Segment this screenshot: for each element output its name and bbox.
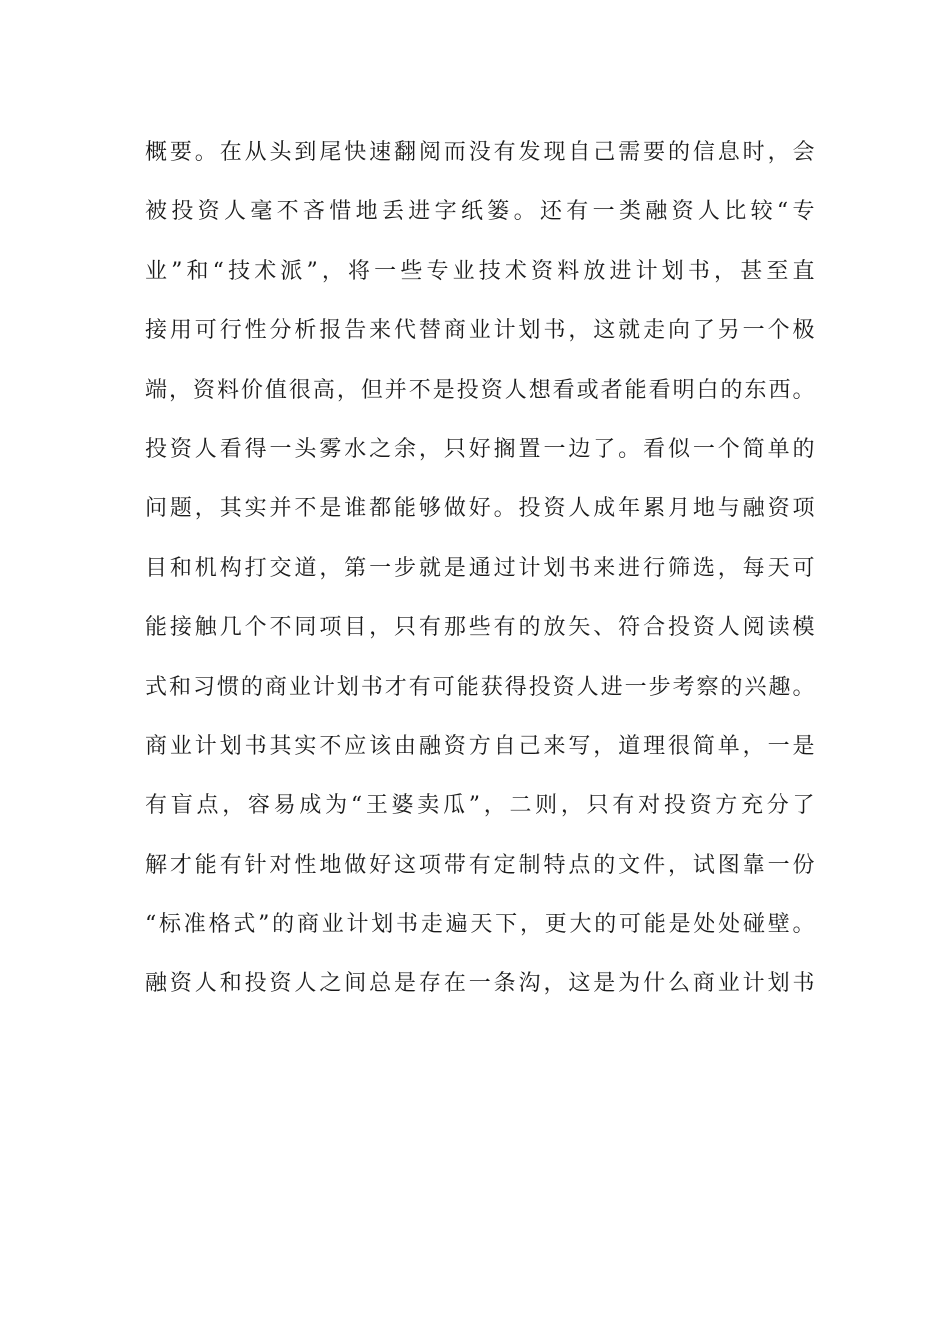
text-line-10: 式和习惯的商业计划书才有可能获得投资人进一步考察的兴趣。 [145, 674, 815, 700]
text-line-15: 融资人和投资人之间总是存在一条沟，这是为什么商业计划书 [145, 971, 815, 997]
text-line-8: 目和机构打交道，第一步就是通过计划书来进行筛选，每天可 [145, 555, 815, 581]
text-line-11: 商业计划书其实不应该由融资方自己来写，道理很简单，一是 [145, 733, 815, 759]
text-line-9: 能接触几个不同项目，只有那些有的放矢、符合投资人阅读模 [145, 615, 815, 641]
text-line-2: 被投资人毫不吝惜地丢进字纸篓。还有一类融资人比较“专 [145, 199, 815, 225]
text-line-13: 解才能有针对性地做好这项带有定制特点的文件，试图靠一份 [145, 852, 815, 878]
text-line-5: 端，资料价值很高，但并不是投资人想看或者能看明白的东西。 [145, 377, 815, 403]
text-line-14: “标准格式”的商业计划书走遍天下，更大的可能是处处碰壁。 [145, 912, 815, 938]
body-text [145, 130, 815, 1021]
text-line-3: 业”和“技术派”，将一些专业技术资料放进计划书，甚至直 [145, 258, 815, 284]
text-line-4: 接用可行性分析报告来代替商业计划书，这就走向了另一个极 [145, 318, 815, 344]
text-line-12: 有盲点，容易成为“王婆卖瓜”，二则，只有对投资方充分了 [145, 793, 815, 819]
text-line-7: 问题，其实并不是谁都能够做好。投资人成年累月地与融资项 [145, 496, 815, 522]
text-line-6: 投资人看得一头雾水之余，只好搁置一边了。看似一个简单的 [145, 436, 815, 462]
text-line-1: 概要。在从头到尾快速翻阅而没有发现自己需要的信息时，会 [145, 140, 815, 165]
